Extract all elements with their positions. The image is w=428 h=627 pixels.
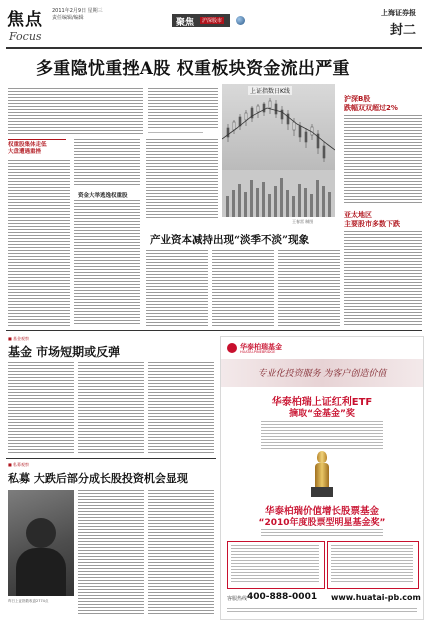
page-label: 封二	[389, 23, 416, 38]
main-headline: 多重隐忧重挫A股 权重板块资金流出严重	[36, 59, 350, 79]
byline	[148, 132, 203, 134]
side-mid-title: 亚太地区	[344, 211, 372, 219]
lead-article-text	[8, 88, 143, 134]
trophy-head	[317, 451, 327, 463]
lead-article-text-2	[148, 88, 218, 130]
lead-box	[8, 139, 66, 157]
ad-etf-desc	[261, 421, 383, 449]
paper-name: 上海证券报	[381, 8, 416, 17]
ad-etf-award: 摘取“金基金”奖	[289, 409, 355, 419]
footer-caption: 昨日上证指数收盘2774点	[8, 599, 49, 603]
ad-logo-en: HUATAI-PINEBRIDGE	[240, 350, 276, 354]
fund-text-2	[78, 362, 144, 454]
capital-text-1	[146, 250, 208, 326]
trophy-body	[315, 463, 329, 487]
section-divider	[6, 330, 422, 331]
side-mid-subtitle: 主要股市多数下跌	[344, 220, 400, 228]
section-tag-sub: 沪深股市	[202, 18, 223, 24]
candlestick-chart	[222, 84, 335, 217]
mid-col-text-3	[146, 139, 218, 219]
capital-text-3	[278, 250, 340, 326]
masthead-rule	[6, 47, 422, 49]
section-tag-main: 聚焦	[176, 18, 195, 28]
chart-author: 王春雷 制图	[292, 219, 314, 224]
fund-advertisement	[220, 336, 424, 620]
ad-slogan-band	[221, 359, 423, 387]
mid-col-text-1	[74, 139, 140, 187]
ad-value-desc	[261, 529, 383, 537]
fund-text-3	[148, 362, 214, 454]
ad-value-title: 华泰柏瑞价值增长股票基金	[264, 506, 379, 517]
capital-headline: 产业资本减持出现“淡季不淡”现象	[150, 234, 310, 246]
ad-info-right	[327, 541, 419, 589]
capital-text-2	[212, 250, 274, 326]
ad-info-left-text	[231, 545, 319, 583]
ad-slogan: 专业化投资服务 为客户创造价值	[257, 369, 387, 379]
globe-icon	[236, 16, 245, 25]
pe-headline: 私募 大跌后部分成长股投资机会显现	[8, 472, 188, 485]
date-line-1: 2011年2月9日 星期三	[52, 8, 103, 14]
trophy-base	[311, 487, 333, 497]
side-top-subtitle: 跌幅双双超过2%	[344, 104, 398, 112]
masthead	[0, 0, 428, 50]
pe-text-2	[148, 490, 214, 616]
pe-photo	[8, 490, 74, 596]
ad-logo-icon	[227, 343, 237, 353]
side-top-title: 沪深B股	[344, 95, 371, 103]
pe-tag: ■ 私募观察	[8, 462, 30, 467]
ad-disclaimer	[227, 608, 417, 614]
section-char: 焦点	[7, 10, 43, 30]
chart-caption: 上证指数日K线	[250, 88, 290, 95]
ad-hotline: 400-888-0001	[247, 592, 318, 602]
fund-headline: 基金 市场短期或反弹	[8, 345, 121, 359]
fund-text-1	[8, 362, 74, 454]
ad-value-award: “2010年度股票型明星基金奖”	[258, 518, 386, 528]
chart-photo	[222, 84, 335, 217]
trophy-icon	[309, 451, 335, 499]
ad-logo-cn: 华泰柏瑞基金	[240, 343, 282, 351]
ad-etf-title: 华泰柏瑞上证红利ETF	[271, 397, 373, 408]
ad-info-left	[227, 541, 325, 589]
side-top-text	[344, 115, 422, 203]
fund-tag: ■ 基金观察	[8, 336, 30, 341]
person-silhouette	[26, 518, 56, 548]
pe-text-1	[78, 490, 144, 616]
date-line-2: 责任编辑/编辑	[52, 15, 84, 21]
lead-box-title: 权重股集体走低 大盘遭遇重挫	[8, 142, 47, 155]
mid-col-text-2	[74, 200, 140, 326]
section-tag	[172, 14, 230, 27]
focus-label: Focus	[9, 30, 42, 43]
ad-website: www.huatai-pb.com	[331, 593, 421, 602]
side-mid-text	[344, 231, 422, 325]
sub-heading-a: 资金大举逃逸权重股	[78, 193, 128, 199]
ad-info-right-text	[331, 545, 413, 583]
ad-hotline-label: 客服热线	[227, 596, 248, 602]
person-body	[16, 548, 66, 596]
left-col-text-1	[8, 160, 70, 326]
pe-divider	[6, 458, 216, 459]
